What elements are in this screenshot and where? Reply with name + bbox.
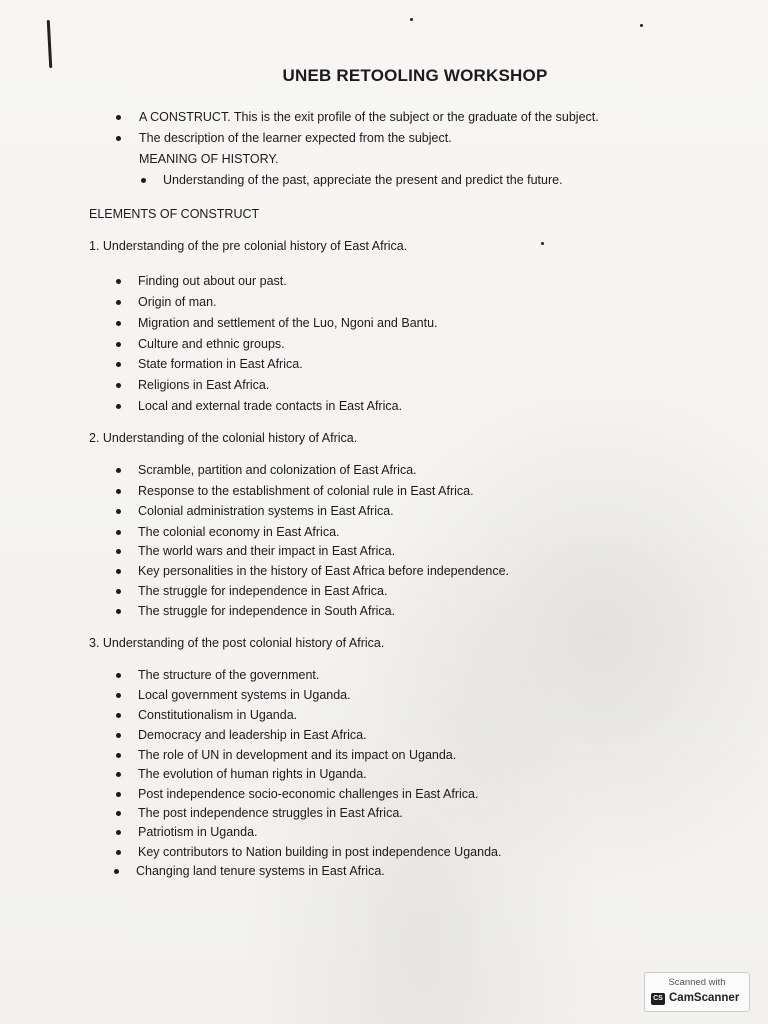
list-item: Origin of man.: [138, 295, 217, 309]
bullet: [116, 589, 121, 594]
bullet: [116, 321, 121, 326]
bullet: [116, 733, 121, 738]
bullet: [116, 713, 121, 718]
meaning-heading: MEANING OF HISTORY.: [139, 152, 279, 166]
intro-line: The description of the learner expected from the subject.: [139, 131, 452, 145]
list-item: Scramble, partition and colonization of East Africa.: [138, 463, 417, 477]
camscanner-logo-icon: CS: [651, 993, 665, 1005]
document-title: UNEB RETOOLING WORKSHOP: [282, 66, 548, 85]
list-item: The colonial economy in East Africa.: [138, 525, 340, 539]
bullet: [116, 342, 121, 347]
intro-line: A CONSTRUCT. This is the exit profile of the subject or the graduate of the subject.: [139, 110, 599, 124]
bullet: [116, 530, 121, 535]
speck: [410, 18, 413, 21]
list-item: Local government systems in Uganda.: [138, 688, 351, 702]
bullet: [116, 136, 121, 141]
list-item: Democracy and leadership in East Africa.: [138, 728, 367, 742]
list-item: Patriotism in Uganda.: [138, 825, 258, 839]
list-item: The role of UN in development and its impact on Uganda.: [138, 748, 457, 762]
bullet: [116, 772, 121, 777]
bullet: [116, 811, 121, 816]
list-item: Local and external trade contacts in East Africa.: [138, 399, 403, 413]
list-item: Finding out about our past.: [138, 274, 287, 288]
list-item: The world wars and their impact in East Africa.: [138, 544, 396, 558]
bullet: [116, 830, 121, 835]
list-item: Post independence socio-economic challenges in East Africa.: [138, 787, 479, 801]
bullet: [116, 569, 121, 574]
bullet: [116, 850, 121, 855]
list-item: Religions in East Africa.: [138, 378, 270, 392]
list-item: The structure of the government.: [138, 668, 320, 682]
camscanner-watermark: [644, 972, 750, 1012]
list-item: Key personalities in the history of East Africa before independence.: [138, 564, 510, 578]
bullet: [116, 279, 121, 284]
list-item: The struggle for independence in East Africa.: [138, 584, 388, 598]
bullet: [141, 178, 146, 183]
list-item: Constitutionalism in Uganda.: [138, 708, 298, 722]
bullet: [116, 609, 121, 614]
list-item: The post independence struggles in East Africa.: [138, 806, 403, 820]
list-item: The struggle for independence in South Africa.: [138, 604, 396, 618]
bullet: [116, 404, 121, 409]
elements-heading: ELEMENTS OF CONSTRUCT: [89, 207, 260, 221]
list-item: State formation in East Africa.: [138, 357, 303, 371]
meaning-item: Understanding of the past, appreciate the present and predict the future.: [163, 173, 563, 187]
list-item: Key contributors to Nation building in post independence Uganda.: [138, 845, 502, 859]
scanned-with-label: Scanned with: [668, 977, 726, 988]
bullet: [116, 468, 121, 473]
list-item: Response to the establishment of colonial rule in East Africa.: [138, 484, 474, 498]
list-item: Culture and ethnic groups.: [138, 337, 285, 351]
list-item: Colonial administration systems in East Africa.: [138, 504, 394, 518]
bullet: [116, 693, 121, 698]
bullet: [114, 869, 119, 874]
binder-mark: [47, 20, 53, 68]
camscanner-brand: CamScanner: [669, 992, 740, 1004]
bullet: [116, 489, 121, 494]
bullet: [116, 792, 121, 797]
bullet: [116, 509, 121, 514]
bullet: [116, 673, 121, 678]
section-heading: 1. Understanding of the pre colonial history of East Africa.: [89, 239, 408, 253]
bullet: [116, 549, 121, 554]
list-item: Changing land tenure systems in East Africa.: [136, 864, 385, 878]
bullet: [116, 300, 121, 305]
bullet: [116, 383, 121, 388]
section-heading: 3. Understanding of the post colonial history of Africa.: [89, 636, 385, 650]
speck: [541, 242, 544, 245]
section-heading: 2. Understanding of the colonial history of Africa.: [89, 431, 358, 445]
list-item: The evolution of human rights in Uganda.: [138, 767, 367, 781]
list-item: Migration and settlement of the Luo, Ngoni and Bantu.: [138, 316, 438, 330]
bullet: [116, 362, 121, 367]
bullet: [116, 753, 121, 758]
speck: [640, 24, 643, 27]
bullet: [116, 115, 121, 120]
